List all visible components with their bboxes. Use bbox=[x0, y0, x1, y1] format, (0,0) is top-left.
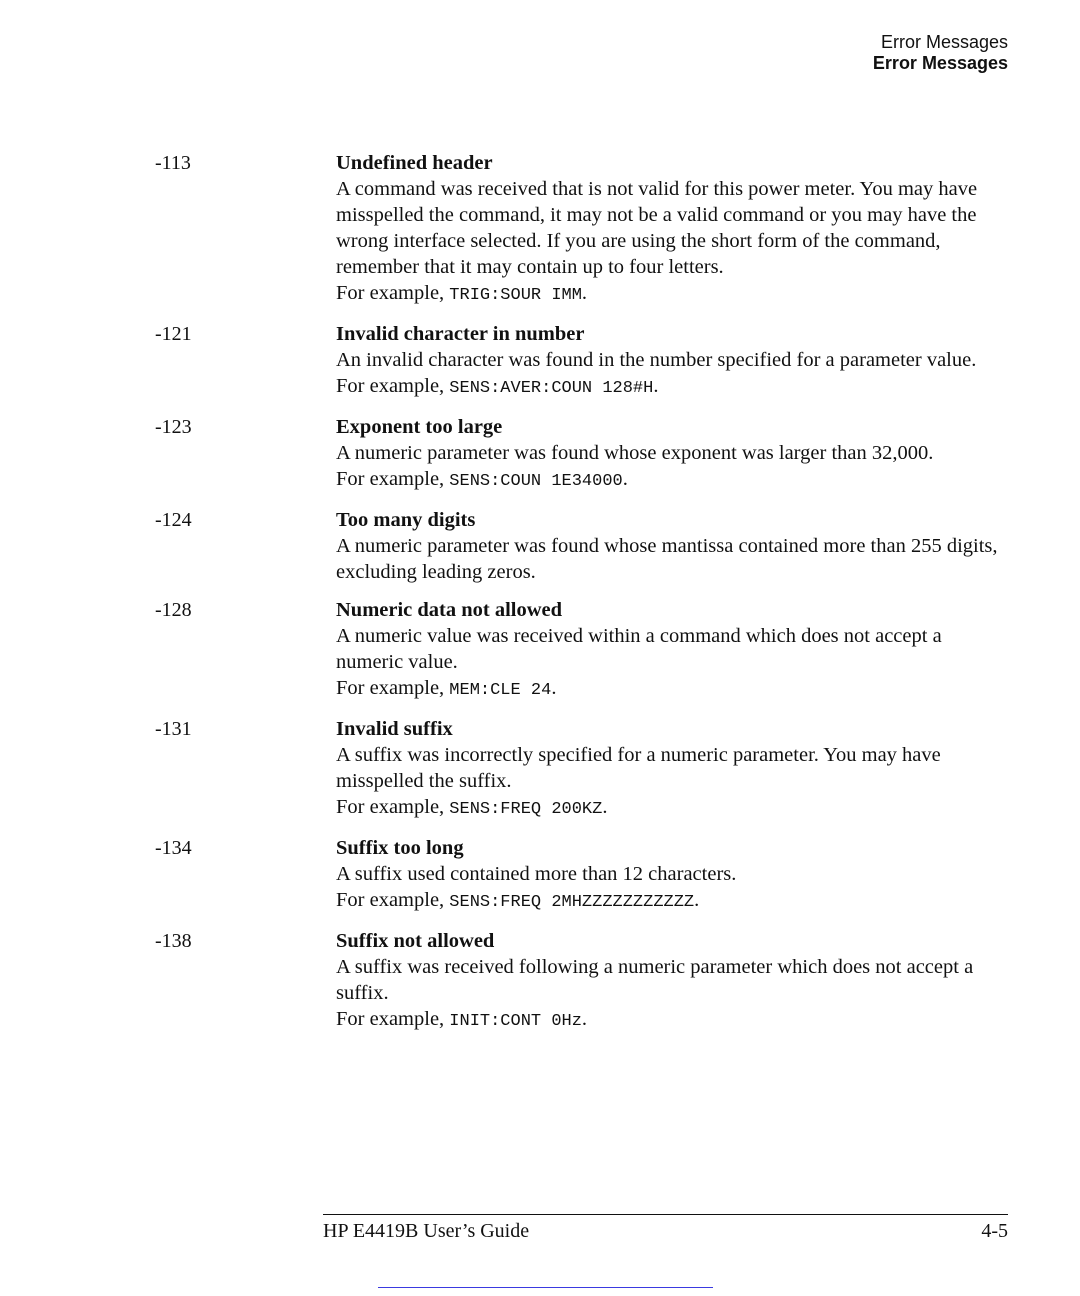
error-entry bbox=[0, 928, 1080, 1035]
error-example bbox=[336, 373, 1006, 402]
error-description: An invalid character was found in the number specified for a parameter value. bbox=[336, 349, 977, 371]
error-example bbox=[336, 466, 1006, 495]
footer-page-number: 4-5 bbox=[981, 1220, 1008, 1242]
error-title: Numeric data not allowed bbox=[336, 599, 563, 621]
error-title: Undefined header bbox=[336, 152, 493, 174]
example-prefix: For example, bbox=[336, 468, 450, 490]
bottom-link-underline[interactable] bbox=[378, 1287, 713, 1288]
example-prefix: For example, bbox=[336, 1008, 450, 1030]
error-title: Exponent too large bbox=[336, 416, 503, 438]
error-description: A numeric parameter was found whose exponent was larger than 32,000. bbox=[336, 442, 934, 464]
example-command: SENS:FREQ 2MHZZZZZZZZZZZ bbox=[449, 893, 695, 912]
error-code: -131 bbox=[155, 718, 192, 740]
error-entry bbox=[0, 597, 1080, 704]
error-code: -128 bbox=[155, 599, 192, 621]
error-title: Invalid suffix bbox=[336, 718, 453, 740]
example-prefix: For example, bbox=[336, 889, 450, 911]
error-title: Suffix not allowed bbox=[336, 930, 495, 952]
error-example bbox=[336, 794, 1006, 823]
example-prefix: For example, bbox=[336, 677, 450, 699]
error-title: Suffix too long bbox=[336, 837, 464, 859]
error-code: -121 bbox=[155, 323, 192, 345]
error-entry bbox=[0, 835, 1080, 916]
error-title: Invalid character in number bbox=[336, 323, 585, 345]
error-code: -123 bbox=[155, 416, 192, 438]
example-suffix: . bbox=[581, 282, 588, 304]
error-description: A suffix was received following a numeric parameter which does not accept a suffix. bbox=[336, 956, 974, 1004]
error-entry bbox=[0, 150, 1080, 309]
error-list bbox=[0, 150, 1080, 1047]
footer-divider bbox=[323, 1214, 1008, 1215]
example-command: MEM:CLE 24 bbox=[449, 681, 552, 700]
error-description: A suffix was incorrectly specified for a numeric parameter. You may have misspelled the suffix. bbox=[336, 744, 941, 792]
example-suffix: . bbox=[551, 677, 557, 699]
error-entry bbox=[0, 321, 1080, 402]
example-command: SENS:COUN 1E34000 bbox=[449, 472, 623, 491]
example-suffix: . bbox=[581, 1008, 588, 1030]
error-example bbox=[336, 675, 1006, 704]
example-suffix: . bbox=[602, 796, 608, 818]
example-command: SENS:AVER:COUN 128#H bbox=[449, 379, 654, 398]
running-header bbox=[873, 32, 1008, 74]
example-prefix: For example, bbox=[336, 282, 450, 304]
example-suffix: . bbox=[653, 375, 659, 397]
example-command: TRIG:SOUR IMM bbox=[449, 286, 582, 305]
error-entry bbox=[0, 716, 1080, 823]
error-example bbox=[336, 887, 1006, 916]
example-command: SENS:FREQ 200KZ bbox=[449, 800, 603, 819]
example-prefix: For example, bbox=[336, 796, 450, 818]
example-suffix: . bbox=[622, 468, 628, 490]
error-description: A command was received that is not valid for this power meter. You may have misspelled the command, it may not be a valid command or you may have the wrong interface selected. If you are using the short form of the command, remember that it may contain up to four letters. bbox=[336, 178, 978, 278]
error-code: -113 bbox=[155, 152, 191, 174]
error-entry bbox=[0, 414, 1080, 495]
error-entry bbox=[0, 507, 1080, 585]
example-prefix: For example, bbox=[336, 375, 450, 397]
error-title: Too many digits bbox=[336, 509, 476, 531]
section-title: Error Messages bbox=[872, 53, 1008, 73]
footer-guide-title: HP E4419B User’s Guide bbox=[323, 1220, 530, 1242]
error-description: A numeric value was received within a command which does not accept a numeric value. bbox=[336, 625, 942, 673]
error-description: A numeric parameter was found whose mantissa contained more than 255 digits, excluding leading zeros. bbox=[336, 535, 998, 583]
example-command: INIT:CONT 0Hz bbox=[449, 1012, 582, 1031]
chapter-title: Error Messages bbox=[880, 32, 1008, 52]
error-description: A suffix used contained more than 12 characters. bbox=[336, 863, 737, 885]
error-code: -138 bbox=[155, 930, 192, 952]
error-code: -124 bbox=[155, 509, 192, 531]
error-example bbox=[336, 1006, 1006, 1035]
error-example bbox=[336, 280, 1006, 309]
example-suffix: . bbox=[694, 889, 700, 911]
error-code: -134 bbox=[155, 837, 192, 859]
